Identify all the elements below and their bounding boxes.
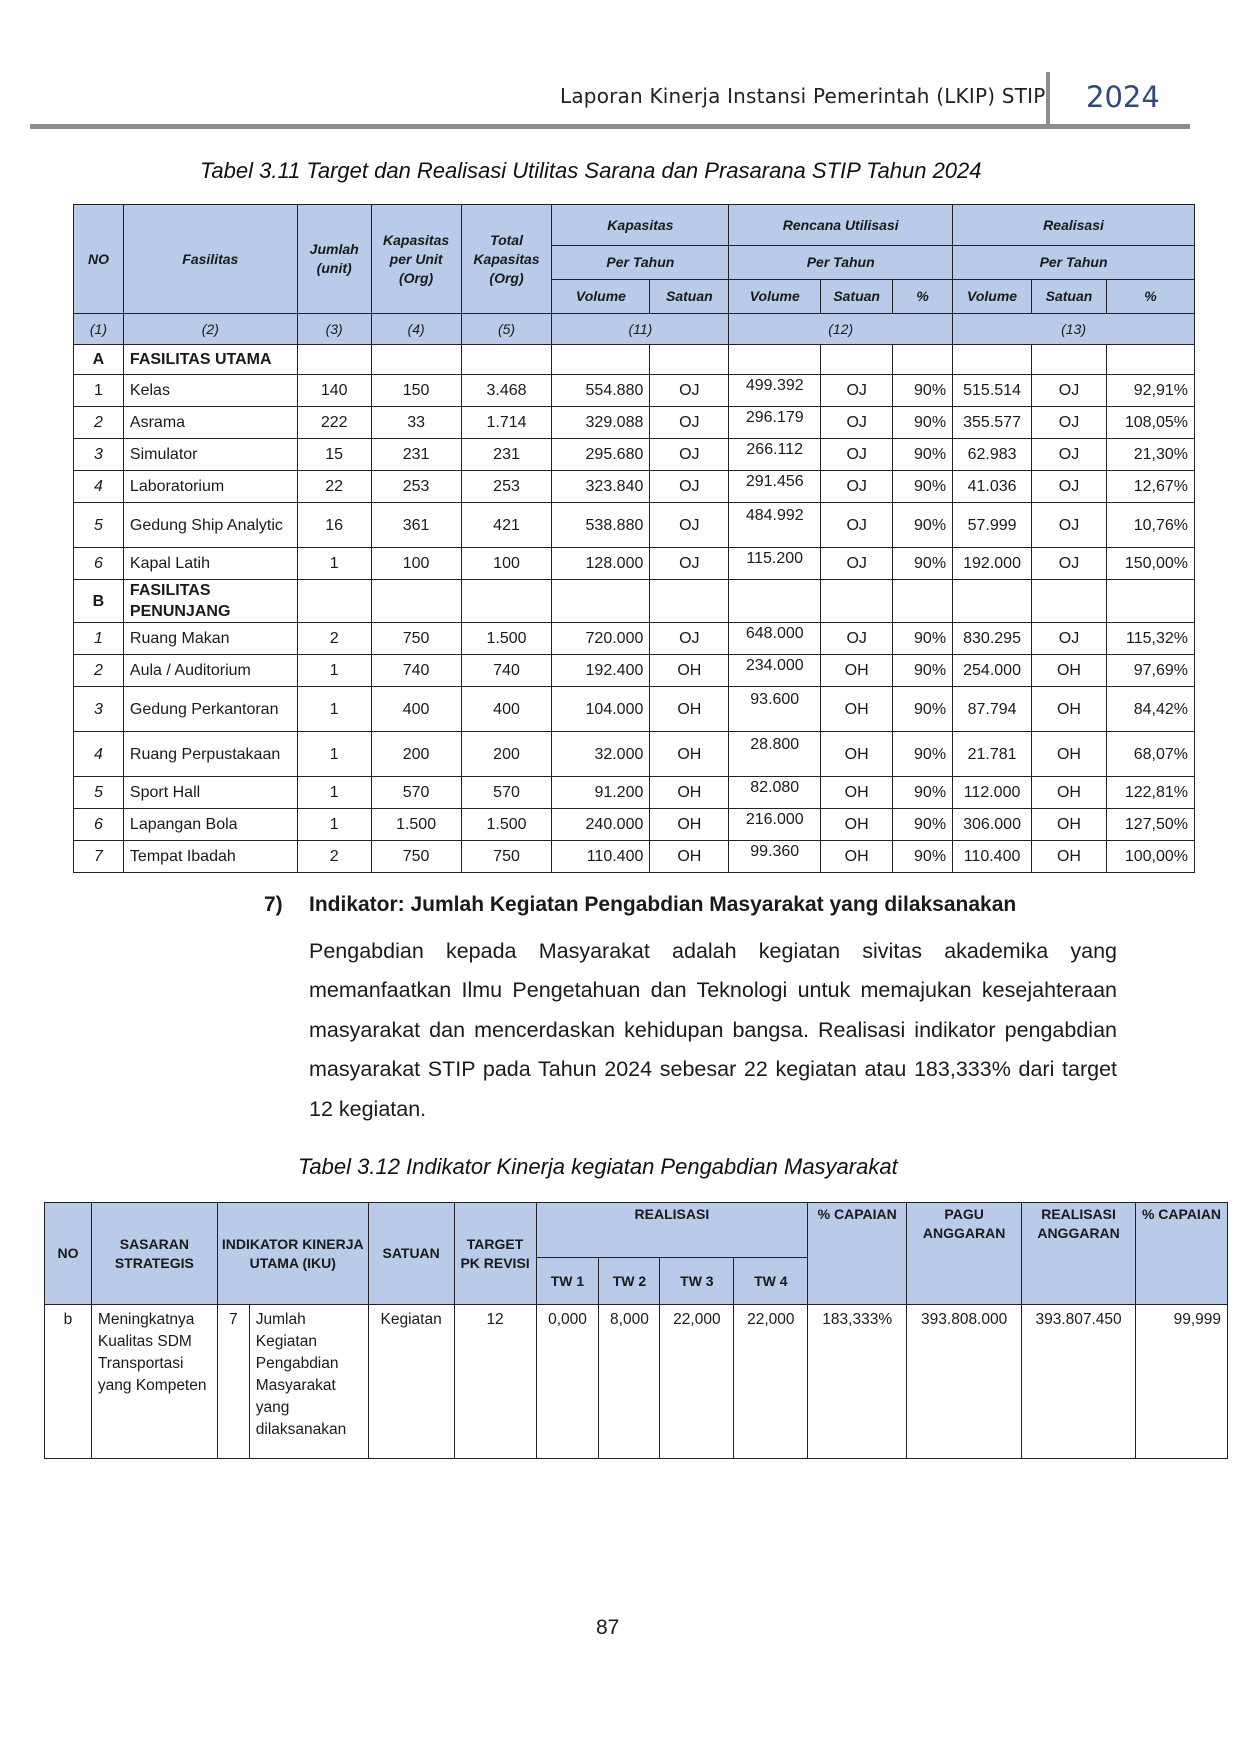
table-row (74, 623, 1195, 655)
cell-jumlah: 1 (297, 777, 371, 809)
cell-jumlah: 140 (297, 375, 371, 407)
cell-total-kapasitas: 750 (461, 841, 552, 873)
cell-satuan: OH (650, 809, 729, 841)
cell-total-kapasitas: 200 (461, 732, 552, 777)
cell-realisasi-percent: 12,67% (1106, 471, 1194, 503)
cell-volume: 240.000 (552, 809, 650, 841)
table-row (74, 503, 1195, 548)
cell-total-kapasitas: 570 (461, 777, 552, 809)
cell-no: 6 (74, 548, 124, 580)
col-realisasi: REALISASI (536, 1203, 808, 1258)
col-sasaran: SASARAN STRATEGIS (91, 1203, 217, 1305)
cell-rencana-satuan: OJ (821, 623, 893, 655)
cell-no: 3 (74, 687, 124, 732)
section-number: 7) (264, 893, 283, 916)
cell-realisasi-volume: 87.794 (953, 687, 1032, 732)
table-row (74, 687, 1195, 732)
cell-pagu: 393.808.000 (907, 1305, 1022, 1459)
cell-realisasi-satuan: OH (1032, 777, 1107, 809)
empty-cell (729, 580, 821, 623)
cell-rencana-satuan: OJ (821, 407, 893, 439)
group-row (74, 345, 1195, 375)
cell-total-kapasitas: 400 (461, 687, 552, 732)
cell-kapasitas-unit: 231 (371, 439, 461, 471)
cell-satuan: OH (650, 777, 729, 809)
cell-jumlah: 1 (297, 732, 371, 777)
cell-realisasi-satuan: OJ (1032, 623, 1107, 655)
table-row (74, 655, 1195, 687)
cell-no: 2 (74, 655, 124, 687)
col-number: (13) (953, 314, 1195, 345)
col-satuan: SATUAN (368, 1203, 454, 1305)
col-number: (3) (297, 314, 371, 345)
cell-iku: Jumlah Kegiatan Pengabdian Masyarakat yang dilaksanakan (249, 1305, 368, 1459)
cell-no: 7 (74, 841, 124, 873)
col-target: TARGET PK REVISI (454, 1203, 536, 1305)
cell-realisasi-volume: 62.983 (953, 439, 1032, 471)
group-row (74, 580, 1195, 623)
cell-total-kapasitas: 1.500 (461, 623, 552, 655)
group-name: FASILITAS PENUNJANG (123, 580, 297, 623)
cell-rencana-satuan: OJ (821, 471, 893, 503)
cell-realisasi-percent: 108,05% (1106, 407, 1194, 439)
cell-no: 4 (74, 732, 124, 777)
cell-total-kapasitas: 1.500 (461, 809, 552, 841)
col-percent: % (893, 280, 953, 314)
cell-realisasi-satuan: OH (1032, 732, 1107, 777)
table-indikator-kinerja (44, 1202, 1228, 1459)
cell-rencana-percent: 90% (893, 471, 953, 503)
empty-cell (461, 580, 552, 623)
cell-satuan: OJ (650, 503, 729, 548)
cell-fasilitas: Ruang Makan (123, 623, 297, 655)
empty-cell (1032, 345, 1107, 375)
cell-satuan: OJ (650, 471, 729, 503)
cell-rencana-volume: 266.112 (729, 439, 821, 471)
cell-tw3: 22,000 (660, 1305, 734, 1459)
page-number: 87 (596, 1616, 620, 1639)
empty-cell (1032, 580, 1107, 623)
cell-jumlah: 1 (297, 548, 371, 580)
cell-no: 1 (74, 623, 124, 655)
cell-rencana-volume: 216.000 (729, 809, 821, 841)
col-number: (12) (729, 314, 953, 345)
col-satuan: Satuan (821, 280, 893, 314)
col-rencana-utilisasi: Rencana Utilisasi (729, 205, 953, 246)
cell-rencana-percent: 90% (893, 407, 953, 439)
cell-rencana-percent: 90% (893, 375, 953, 407)
cell-satuan: OJ (650, 407, 729, 439)
cell-kapasitas-unit: 570 (371, 777, 461, 809)
cell-satuan: OJ (650, 375, 729, 407)
cell-volume: 554.880 (552, 375, 650, 407)
cell-realisasi-percent: 21,30% (1106, 439, 1194, 471)
col-volume: Volume (729, 280, 821, 314)
cell-fasilitas: Lapangan Bola (123, 809, 297, 841)
cell-capaian: 183,333% (808, 1305, 907, 1459)
cell-jumlah: 2 (297, 623, 371, 655)
numbering-row (74, 314, 1195, 345)
col-satuan: Satuan (1032, 280, 1107, 314)
cell-realisasi-satuan: OH (1032, 655, 1107, 687)
col-fasilitas: Fasilitas (123, 205, 297, 314)
cell-tw1: 0,000 (536, 1305, 599, 1459)
col-number: (2) (123, 314, 297, 345)
cell-volume: 104.000 (552, 687, 650, 732)
cell-volume: 538.880 (552, 503, 650, 548)
cell-realisasi-percent: 97,69% (1106, 655, 1194, 687)
col-satuan: Satuan (650, 280, 729, 314)
cell-kapasitas-unit: 33 (371, 407, 461, 439)
cell-rencana-volume: 499.392 (729, 375, 821, 407)
empty-cell (297, 580, 371, 623)
cell-rencana-volume: 234.000 (729, 655, 821, 687)
col-volume: Volume (552, 280, 650, 314)
cell-kapasitas-unit: 750 (371, 623, 461, 655)
col-iku: INDIKATOR KINERJA UTAMA (IKU) (217, 1203, 368, 1305)
empty-cell (297, 345, 371, 375)
col-total-kapasitas: Total Kapasitas (Org) (461, 205, 552, 314)
cell-realisasi-percent: 68,07% (1106, 732, 1194, 777)
cell-kapasitas-unit: 400 (371, 687, 461, 732)
cell-realisasi-anggaran: 393.807.450 (1022, 1305, 1136, 1459)
cell-rencana-percent: 90% (893, 809, 953, 841)
empty-cell (1106, 580, 1194, 623)
cell-no: 4 (74, 471, 124, 503)
section-title: Indikator: Jumlah Kegiatan Pengabdian Masyarakat yang dilaksanakan (309, 893, 1017, 916)
empty-cell (893, 580, 953, 623)
cell-fasilitas: Gedung Ship Analytic (123, 503, 297, 548)
cell-fasilitas: Sport Hall (123, 777, 297, 809)
col-realisasi-anggaran: REALISASI ANGGARAN (1022, 1203, 1136, 1305)
cell-no: 1 (74, 375, 124, 407)
cell-rencana-volume: 484.992 (729, 503, 821, 548)
empty-cell (371, 345, 461, 375)
cell-realisasi-volume: 192.000 (953, 548, 1032, 580)
col-kapasitas-per-unit: Kapasitas per Unit (Org) (371, 205, 461, 314)
cell-realisasi-satuan: OH (1032, 809, 1107, 841)
cell-satuan: OH (650, 687, 729, 732)
cell-total-kapasitas: 231 (461, 439, 552, 471)
cell-realisasi-satuan: OJ (1032, 471, 1107, 503)
cell-no: 2 (74, 407, 124, 439)
table-row (45, 1305, 1228, 1459)
cell-jumlah: 1 (297, 809, 371, 841)
cell-tw2: 8,000 (599, 1305, 660, 1459)
cell-rencana-volume: 28.800 (729, 732, 821, 777)
col-no: NO (45, 1203, 92, 1305)
cell-realisasi-satuan: OH (1032, 841, 1107, 873)
cell-fasilitas: Kelas (123, 375, 297, 407)
report-title: Laporan Kinerja Instansi Pemerintah (LKIP) STIP (560, 84, 1046, 108)
cell-kapasitas-unit: 740 (371, 655, 461, 687)
cell-realisasi-volume: 254.000 (953, 655, 1032, 687)
cell-fasilitas: Asrama (123, 407, 297, 439)
group-code: B (74, 580, 124, 623)
cell-volume: 128.000 (552, 548, 650, 580)
col-number: (1) (74, 314, 124, 345)
cell-fasilitas: Ruang Perpustakaan (123, 732, 297, 777)
cell-rencana-satuan: OH (821, 809, 893, 841)
empty-cell (461, 345, 552, 375)
cell-tw4: 22,000 (734, 1305, 808, 1459)
empty-cell (893, 345, 953, 375)
cell-jumlah: 16 (297, 503, 371, 548)
cell-realisasi-satuan: OJ (1032, 439, 1107, 471)
header-divider (1046, 72, 1050, 126)
cell-jumlah: 15 (297, 439, 371, 471)
empty-cell (729, 345, 821, 375)
cell-jumlah: 222 (297, 407, 371, 439)
cell-rencana-volume: 648.000 (729, 623, 821, 655)
cell-total-kapasitas: 740 (461, 655, 552, 687)
cell-realisasi-satuan: OJ (1032, 503, 1107, 548)
cell-realisasi-satuan: OJ (1032, 407, 1107, 439)
cell-rencana-percent: 90% (893, 841, 953, 873)
table-row (74, 809, 1195, 841)
col-jumlah: Jumlah (unit) (297, 205, 371, 314)
cell-kapasitas-unit: 253 (371, 471, 461, 503)
cell-total-kapasitas: 421 (461, 503, 552, 548)
col-tw1: TW 1 (536, 1258, 599, 1305)
table-row (74, 841, 1195, 873)
cell-rencana-volume: 93.600 (729, 687, 821, 732)
cell-satuan: Kegiatan (368, 1305, 454, 1459)
cell-satuan: OH (650, 655, 729, 687)
cell-capaian-anggaran: 99,999 (1136, 1305, 1228, 1459)
cell-rencana-percent: 90% (893, 439, 953, 471)
cell-no: 5 (74, 503, 124, 548)
col-tw2: TW 2 (599, 1258, 660, 1305)
cell-realisasi-volume: 515.514 (953, 375, 1032, 407)
empty-cell (552, 580, 650, 623)
cell-volume: 91.200 (552, 777, 650, 809)
cell-realisasi-percent: 127,50% (1106, 809, 1194, 841)
table-row (74, 375, 1195, 407)
cell-realisasi-satuan: OH (1032, 687, 1107, 732)
cell-rencana-satuan: OJ (821, 503, 893, 548)
cell-realisasi-percent: 100,00% (1106, 841, 1194, 873)
empty-cell (821, 345, 893, 375)
cell-realisasi-satuan: OJ (1032, 548, 1107, 580)
cell-volume: 110.400 (552, 841, 650, 873)
table-row (74, 439, 1195, 471)
cell-rencana-satuan: OH (821, 777, 893, 809)
cell-satuan: OJ (650, 548, 729, 580)
cell-rencana-volume: 291.456 (729, 471, 821, 503)
col-volume: Volume (953, 280, 1032, 314)
cell-realisasi-volume: 112.000 (953, 777, 1032, 809)
cell-kapasitas-unit: 750 (371, 841, 461, 873)
table2-caption: Tabel 3.12 Indikator Kinerja kegiatan Pengabdian Masyarakat (298, 1154, 898, 1179)
col-realisasi: Realisasi (953, 205, 1195, 246)
cell-rencana-satuan: OJ (821, 439, 893, 471)
table-row (74, 732, 1195, 777)
col-per-tahun-rencana: Per Tahun (729, 246, 953, 280)
cell-total-kapasitas: 3.468 (461, 375, 552, 407)
cell-satuan: OH (650, 732, 729, 777)
cell-kapasitas-unit: 200 (371, 732, 461, 777)
col-number: (4) (371, 314, 461, 345)
cell-rencana-satuan: OH (821, 732, 893, 777)
cell-realisasi-percent: 10,76% (1106, 503, 1194, 548)
cell-jumlah: 22 (297, 471, 371, 503)
cell-rencana-percent: 90% (893, 732, 953, 777)
col-percent: % (1106, 280, 1194, 314)
col-tw4: TW 4 (734, 1258, 808, 1305)
col-no: NO (74, 205, 124, 314)
cell-realisasi-volume: 306.000 (953, 809, 1032, 841)
cell-jumlah: 1 (297, 687, 371, 732)
cell-volume: 329.088 (552, 407, 650, 439)
cell-volume: 323.840 (552, 471, 650, 503)
col-capaian: % CAPAIAN (808, 1203, 907, 1305)
cell-fasilitas: Tempat Ibadah (123, 841, 297, 873)
col-per-tahun-kapasitas: Per Tahun (552, 246, 729, 280)
cell-rencana-percent: 90% (893, 655, 953, 687)
table1-caption: Tabel 3.11 Target dan Realisasi Utilitas Sarana dan Prasarana STIP Tahun 2024 (200, 158, 982, 183)
empty-cell (1106, 345, 1194, 375)
col-per-tahun-realisasi: Per Tahun (953, 246, 1195, 280)
col-number: (5) (461, 314, 552, 345)
cell-no: 5 (74, 777, 124, 809)
cell-rencana-percent: 90% (893, 687, 953, 732)
empty-cell (821, 580, 893, 623)
empty-cell (552, 345, 650, 375)
cell-rencana-volume: 296.179 (729, 407, 821, 439)
col-pagu: PAGU ANGGARAN (907, 1203, 1022, 1305)
empty-cell (371, 580, 461, 623)
cell-total-kapasitas: 253 (461, 471, 552, 503)
cell-fasilitas: Aula / Auditorium (123, 655, 297, 687)
cell-volume: 720.000 (552, 623, 650, 655)
cell-satuan: OJ (650, 623, 729, 655)
col-tw3: TW 3 (660, 1258, 734, 1305)
cell-realisasi-percent: 115,32% (1106, 623, 1194, 655)
cell-realisasi-volume: 41.036 (953, 471, 1032, 503)
report-year: 2024 (1086, 80, 1160, 114)
cell-rencana-satuan: OJ (821, 375, 893, 407)
cell-jumlah: 1 (297, 655, 371, 687)
table-row (74, 777, 1195, 809)
cell-no: 6 (74, 809, 124, 841)
cell-volume: 295.680 (552, 439, 650, 471)
cell-rencana-percent: 90% (893, 623, 953, 655)
cell-rencana-percent: 90% (893, 548, 953, 580)
header-rule (30, 124, 1190, 129)
table-row (74, 548, 1195, 580)
cell-realisasi-percent: 84,42% (1106, 687, 1194, 732)
empty-cell (650, 345, 729, 375)
cell-no: 3 (74, 439, 124, 471)
cell-fasilitas: Gedung Perkantoran (123, 687, 297, 732)
section-paragraph: Pengabdian kepada Masyarakat adalah kegiatan sivitas akademika yang memanfaatkan Ilmu Pengetahuan dan Teknologi untuk memajukan kesejahteraan masyarakat dan mencerdaskan kehidupan bangsa. Realisasi indikator pengabdian masyarakat STIP pada Tahun 2024 sebesar 22 kegiatan atau 183,333% dari target 12 kegiatan. (309, 939, 1117, 1121)
group-code: A (74, 345, 124, 375)
empty-cell (953, 580, 1032, 623)
cell-target: 12 (454, 1305, 536, 1459)
cell-realisasi-volume: 830.295 (953, 623, 1032, 655)
cell-realisasi-volume: 355.577 (953, 407, 1032, 439)
cell-total-kapasitas: 100 (461, 548, 552, 580)
cell-iku-no: 7 (217, 1305, 249, 1459)
cell-no: b (45, 1305, 92, 1459)
cell-kapasitas-unit: 361 (371, 503, 461, 548)
table-row (74, 407, 1195, 439)
empty-cell (953, 345, 1032, 375)
table-utilitas-sarana (73, 204, 1195, 873)
cell-fasilitas: Simulator (123, 439, 297, 471)
group-name: FASILITAS UTAMA (123, 345, 297, 375)
cell-rencana-satuan: OH (821, 841, 893, 873)
cell-kapasitas-unit: 150 (371, 375, 461, 407)
cell-rencana-percent: 90% (893, 503, 953, 548)
cell-volume: 32.000 (552, 732, 650, 777)
cell-rencana-satuan: OH (821, 687, 893, 732)
cell-kapasitas-unit: 1.500 (371, 809, 461, 841)
cell-volume: 192.400 (552, 655, 650, 687)
cell-satuan: OH (650, 841, 729, 873)
table-row (74, 471, 1195, 503)
cell-realisasi-percent: 92,91% (1106, 375, 1194, 407)
cell-realisasi-percent: 122,81% (1106, 777, 1194, 809)
cell-rencana-satuan: OJ (821, 548, 893, 580)
cell-sasaran: Meningkatnya Kualitas SDM Transportasi yang Kompeten (91, 1305, 217, 1459)
cell-realisasi-volume: 110.400 (953, 841, 1032, 873)
col-number: (11) (552, 314, 729, 345)
cell-satuan: OJ (650, 439, 729, 471)
cell-rencana-volume: 82.080 (729, 777, 821, 809)
cell-realisasi-volume: 21.781 (953, 732, 1032, 777)
col-kapasitas: Kapasitas (552, 205, 729, 246)
cell-jumlah: 2 (297, 841, 371, 873)
cell-rencana-percent: 90% (893, 777, 953, 809)
cell-rencana-volume: 99.360 (729, 841, 821, 873)
cell-kapasitas-unit: 100 (371, 548, 461, 580)
cell-fasilitas: Kapal Latih (123, 548, 297, 580)
cell-realisasi-satuan: OJ (1032, 375, 1107, 407)
cell-rencana-satuan: OH (821, 655, 893, 687)
cell-total-kapasitas: 1.714 (461, 407, 552, 439)
cell-realisasi-volume: 57.999 (953, 503, 1032, 548)
empty-cell (650, 580, 729, 623)
col-capaian-anggaran: % CAPAIAN (1136, 1203, 1228, 1305)
cell-fasilitas: Laboratorium (123, 471, 297, 503)
cell-rencana-volume: 115.200 (729, 548, 821, 580)
cell-realisasi-percent: 150,00% (1106, 548, 1194, 580)
